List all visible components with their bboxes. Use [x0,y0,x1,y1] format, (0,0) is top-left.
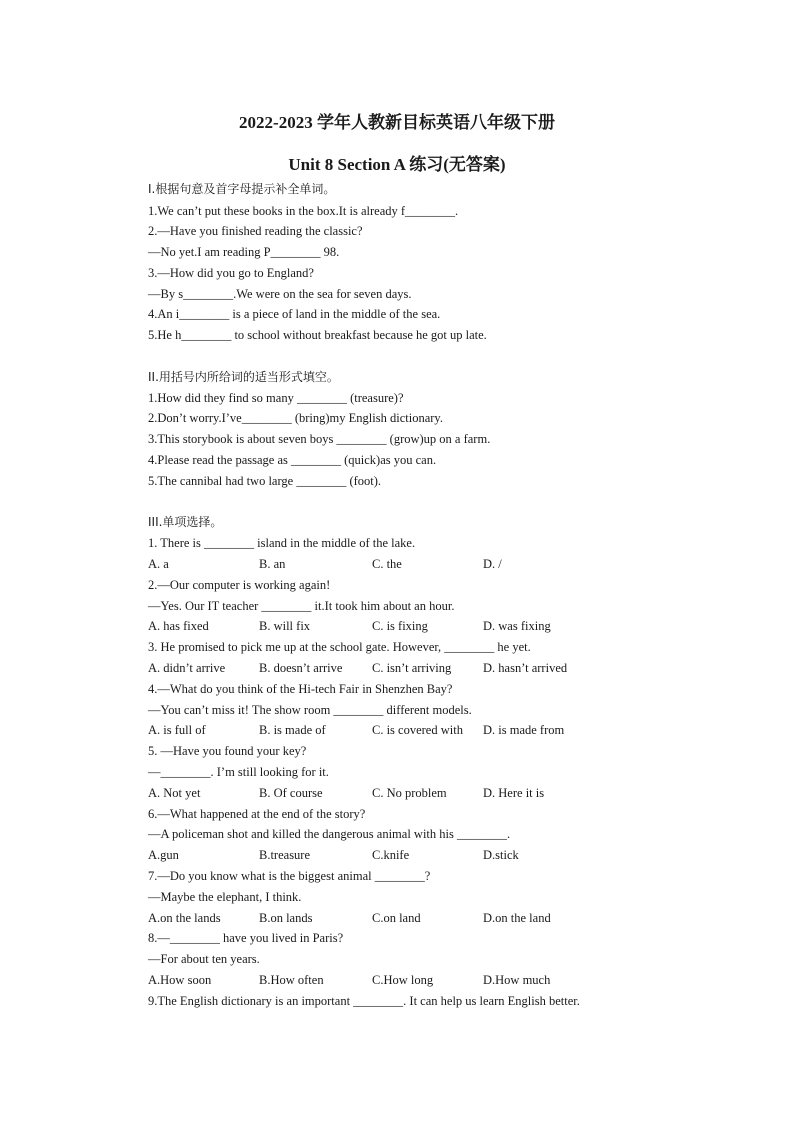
section1-line: 4.An i________ is a piece of land in the middle of the sea. [148,307,441,321]
section1-line: 2.—Have you finished reading the classic? [148,224,363,238]
question-line: 6.—What happened at the end of the story? [148,807,366,821]
option-d: D.How much [483,973,551,987]
question-line: 8.—________ have you lived in Paris? [148,931,344,945]
question-line: —________. I’m still looking for it. [148,765,329,779]
option-d: D. Here it is [483,786,545,800]
option-c: C.How long [372,973,434,987]
section2-line: 3.This storybook is about seven boys ________ (grow)up on a farm. [148,432,491,446]
option-c: C. No problem [372,786,447,800]
option-d: D.on the land [483,911,551,925]
option-d: D. was fixing [483,619,551,633]
option-a: A.gun [148,848,179,862]
option-c: C. isn’t arriving [372,661,452,675]
option-c: C. the [372,557,402,571]
option-b: B. an [259,557,286,571]
document-subtitle: Unit 8 Section A 练习(无答案) [288,155,506,174]
question-line: 1. There is ________ island in the middle of the lake. [148,536,416,550]
question-line: —You can’t miss it! The show room ________ different models. [148,703,472,717]
option-a: A. Not yet [148,786,201,800]
section2-heading: II.用括号内所给词的适当形式填空。 [148,370,339,384]
section1-line: 3.—How did you go to England? [148,266,314,280]
question-line: 9.The English dictionary is an important ________. It can help us learn English better. [148,994,580,1008]
section1-line: —By s________.We were on the sea for seven days. [148,287,412,301]
option-a: A.on the lands [148,911,221,925]
question-line: —For about ten years. [148,952,260,966]
option-d: D.stick [483,848,519,862]
option-c: C. is fixing [372,619,428,633]
option-c: C.on land [372,911,421,925]
question-line: 2.—Our computer is working again! [148,578,331,592]
section1-heading: I.根据句意及首字母提示补全单词。 [148,182,336,196]
option-b: B.How often [259,973,324,987]
document-title: 2022-2023 学年人教新目标英语八年级下册 [239,113,555,132]
question-line: —Maybe the elephant, I think. [148,890,302,904]
question-line: 5. —Have you found your key? [148,744,307,758]
section2-line: 4.Please read the passage as ________ (quick)as you can. [148,453,437,467]
option-b: B. will fix [259,619,311,633]
option-c: C.knife [372,848,410,862]
option-d: D. is made from [483,723,565,737]
option-a: A. a [148,557,169,571]
option-b: B. Of course [259,786,323,800]
question-line: 7.—Do you know what is the biggest animal ________? [148,869,431,883]
option-d: D. hasn’t arrived [483,661,568,675]
section2-line: 2.Don’t worry.I’ve________ (bring)my English dictionary. [148,411,443,425]
section1-line: 1.We can’t put these books in the box.It is already f________. [148,204,459,218]
question-line: —Yes. Our IT teacher ________ it.It took him about an hour. [148,599,455,613]
option-b: B.on lands [259,911,313,925]
section2-line: 5.The cannibal had two large ________ (foot). [148,474,382,488]
option-b: B. is made of [259,723,326,737]
option-a: A.How soon [148,973,212,987]
option-b: B. doesn’t arrive [259,661,343,675]
option-d: D. / [483,557,502,571]
question-line: 3. He promised to pick me up at the school gate. However, ________ he yet. [148,640,531,654]
option-a: A. is full of [148,723,206,737]
section2-line: 1.How did they find so many ________ (treasure)? [148,391,404,405]
option-a: A. didn’t arrive [148,661,226,675]
option-c: C. is covered with [372,723,463,737]
section1-line: —No yet.I am reading P________ 98. [148,245,340,259]
section1-line: 5.He h________ to school without breakfast because he got up late. [148,328,487,342]
question-line: —A policeman shot and killed the dangerous animal with his ________. [148,827,511,841]
option-b: B.treasure [259,848,311,862]
option-a: A. has fixed [148,619,209,633]
question-line: 4.—What do you think of the Hi-tech Fair in Shenzhen Bay? [148,682,453,696]
section3-heading: III.单项选择。 [148,515,223,529]
